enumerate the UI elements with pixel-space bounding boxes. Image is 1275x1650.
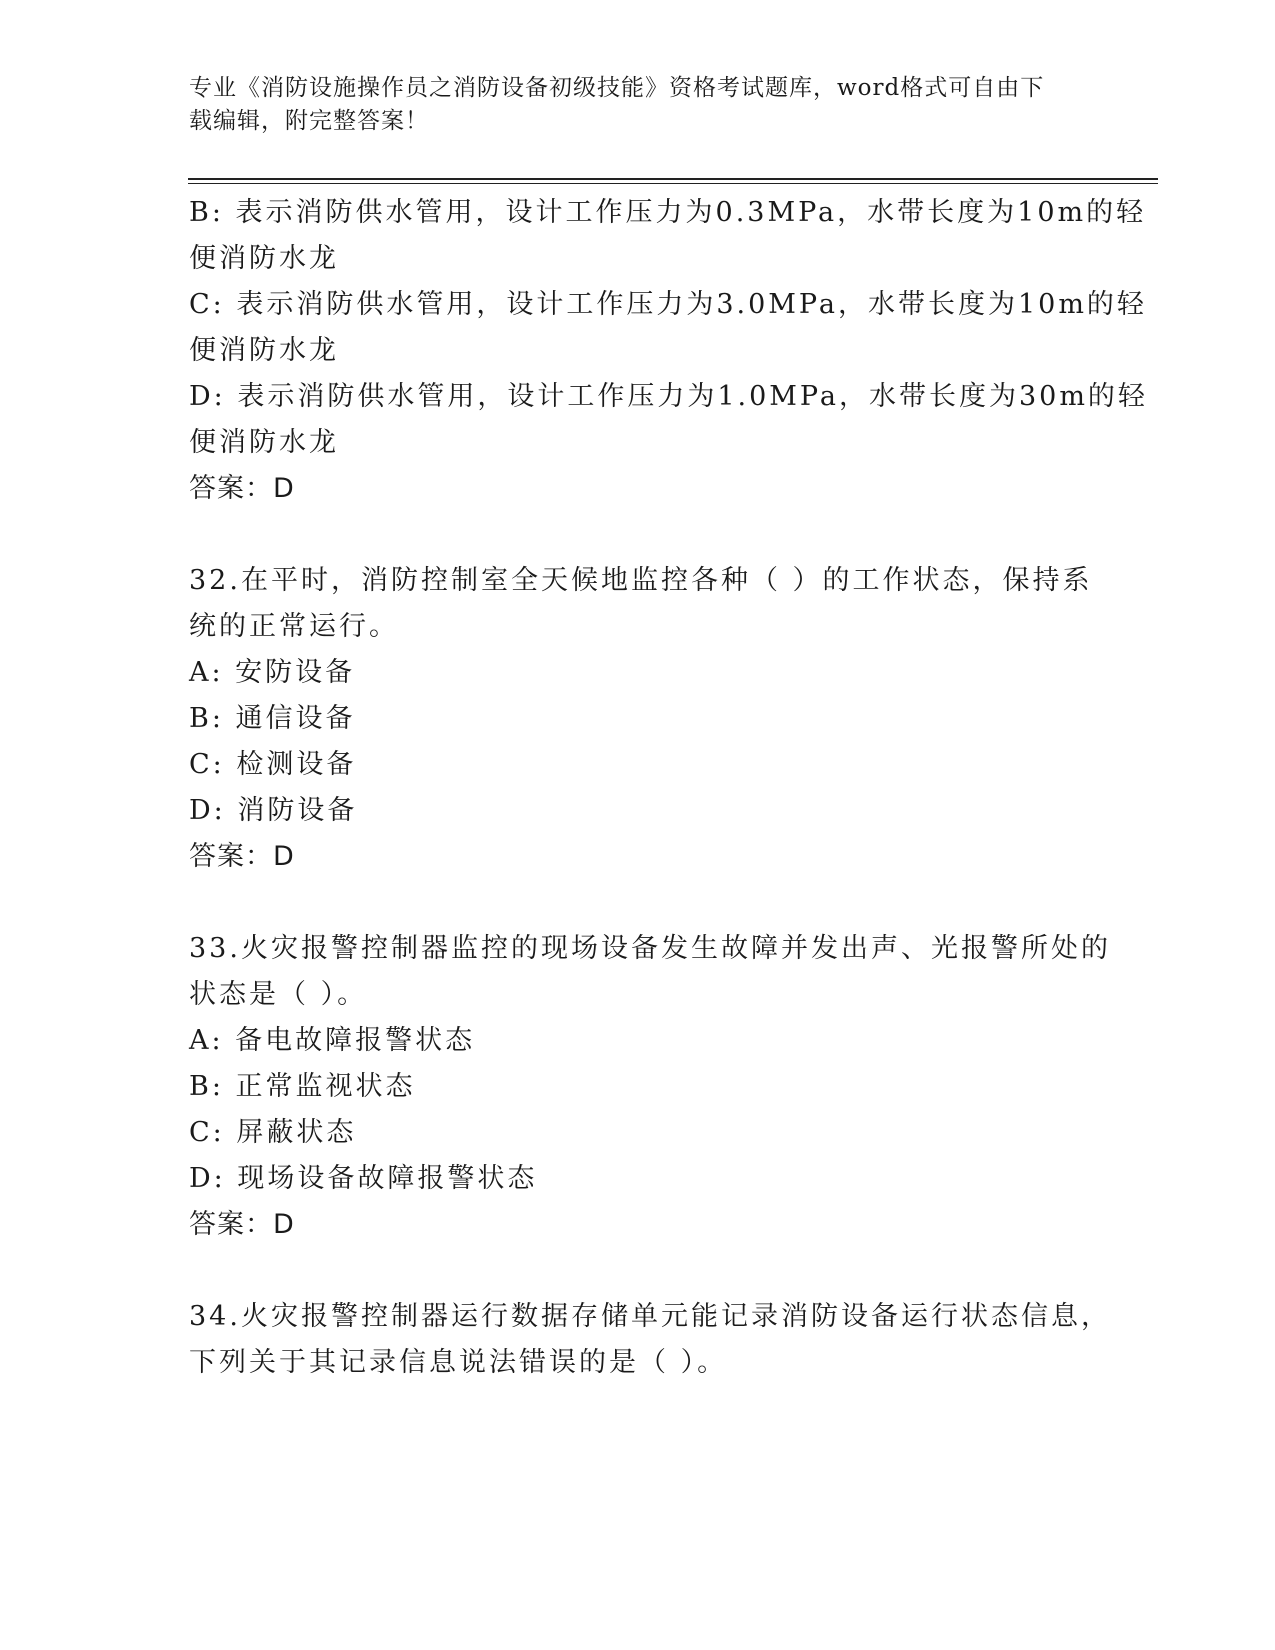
spacer	[189, 1248, 1089, 1294]
question-content	[189, 190, 1148, 1386]
q32-answer: 答案：D	[189, 841, 295, 872]
q31-option-c-line-1: C: 表示消防供水管用，设计工作压力为3.0MPa，水带长度为10m的轻	[189, 289, 1147, 320]
q33-stem-line-1: 33.火灾报警控制器监控的现场设备发生故障并发出声、光报警所处的	[189, 933, 1111, 964]
q31-option-b-line-2: 便消防水龙	[189, 243, 339, 274]
q31-answer: 答案：D	[189, 473, 295, 504]
q32-stem-line-2: 统的正常运行。	[189, 611, 399, 642]
q32-option-c: C: 检测设备	[189, 749, 357, 780]
q33-answer: 答案：D	[189, 1209, 295, 1240]
q31-option-c-line-2: 便消防水龙	[189, 335, 339, 366]
q33-option-d: D: 现场设备故障报警状态	[189, 1163, 538, 1194]
question-34	[189, 1294, 1111, 1386]
header-divider-thin	[188, 183, 1158, 184]
spacer	[189, 512, 1089, 558]
header-divider-thick	[188, 178, 1158, 180]
q33-stem-line-2: 状态是（ ）。	[189, 979, 368, 1010]
q31-option-b-line-1: B: 表示消防供水管用，设计工作压力为0.3MPa，水带长度为10m的轻	[189, 197, 1147, 228]
q32-option-a: A: 安防设备	[189, 657, 356, 688]
page-header	[189, 72, 1069, 138]
q33-option-b: B: 正常监视状态	[189, 1071, 416, 1102]
question-32	[189, 558, 1093, 880]
header-line-1: 专业《消防设施操作员之消防设备初级技能》资格考试题库，word格式可自由下	[189, 75, 1045, 101]
spacer	[189, 880, 1089, 926]
q32-option-b: B: 通信设备	[189, 703, 356, 734]
question-31-tail	[189, 190, 1148, 512]
q31-option-d-line-1: D: 表示消防供水管用，设计工作压力为1.0MPa，水带长度为30m的轻	[189, 381, 1148, 412]
q34-stem-line-2: 下列关于其记录信息说法错误的是（ ）。	[189, 1347, 728, 1378]
q32-option-d: D: 消防设备	[189, 795, 358, 826]
q31-option-d-line-2: 便消防水龙	[189, 427, 339, 458]
q33-option-c: C: 屏蔽状态	[189, 1117, 357, 1148]
header-line-2: 载编辑，附完整答案！	[189, 108, 429, 134]
question-33	[189, 926, 1111, 1248]
q32-stem-line-1: 32.在平时，消防控制室全天候地监控各种（ ）的工作状态，保持系	[189, 565, 1093, 596]
q33-option-a: A: 备电故障报警状态	[189, 1025, 476, 1056]
q34-stem-line-1: 34.火灾报警控制器运行数据存储单元能记录消防设备运行状态信息，	[189, 1301, 1111, 1332]
